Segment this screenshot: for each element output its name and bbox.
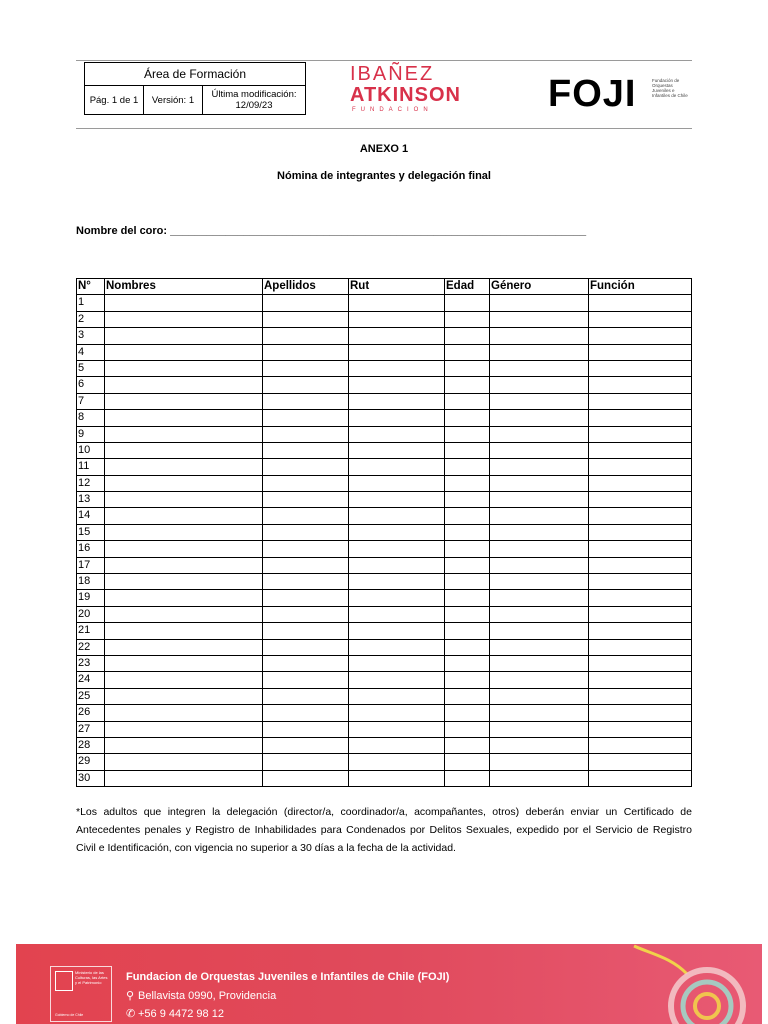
empty-cell (589, 672, 692, 688)
empty-cell (589, 737, 692, 753)
empty-cell (490, 639, 589, 655)
empty-cell (490, 475, 589, 491)
empty-cell (263, 360, 349, 376)
empty-cell (263, 344, 349, 360)
empty-cell (263, 541, 349, 557)
location-pin-icon: ⚲ (126, 990, 135, 1002)
empty-cell (490, 459, 589, 475)
empty-cell (490, 492, 589, 508)
empty-cell (490, 623, 589, 639)
empty-cell (349, 770, 445, 786)
empty-cell (490, 705, 589, 721)
table-row (77, 311, 692, 327)
empty-cell (349, 311, 445, 327)
empty-cell (349, 459, 445, 475)
empty-cell (349, 705, 445, 721)
table-row (77, 410, 692, 426)
empty-cell (490, 344, 589, 360)
table-row (77, 426, 692, 442)
empty-cell (263, 590, 349, 606)
empty-cell (445, 606, 490, 622)
table-row (77, 541, 692, 557)
empty-cell (445, 541, 490, 557)
empty-cell (589, 410, 692, 426)
empty-cell (490, 574, 589, 590)
row-number: 18 (77, 574, 105, 590)
empty-cell (105, 655, 263, 671)
empty-cell (445, 426, 490, 442)
empty-cell (349, 377, 445, 393)
empty-cell (349, 328, 445, 344)
empty-cell (490, 311, 589, 327)
table-row (77, 475, 692, 491)
empty-cell (349, 492, 445, 508)
table-header-row (77, 279, 692, 295)
empty-cell (349, 623, 445, 639)
empty-cell (263, 754, 349, 770)
area-title: Área de Formación (85, 63, 306, 86)
empty-cell (263, 606, 349, 622)
empty-cell (445, 328, 490, 344)
empty-cell (445, 590, 490, 606)
empty-cell (105, 672, 263, 688)
empty-cell (445, 672, 490, 688)
row-number: 5 (77, 360, 105, 376)
empty-cell (105, 311, 263, 327)
table-row (77, 360, 692, 376)
empty-cell (589, 442, 692, 458)
members-table (76, 278, 692, 787)
row-number: 23 (77, 655, 105, 671)
empty-cell (589, 393, 692, 409)
empty-cell (105, 410, 263, 426)
empty-cell (263, 508, 349, 524)
empty-cell (349, 360, 445, 376)
empty-cell (445, 688, 490, 704)
row-number: 25 (77, 688, 105, 704)
empty-cell (105, 328, 263, 344)
document-subtitle: Nómina de integrantes y delegación final (277, 170, 491, 182)
table-row (77, 508, 692, 524)
row-number: 2 (77, 311, 105, 327)
empty-cell (490, 328, 589, 344)
row-number: 26 (77, 705, 105, 721)
table-row (77, 655, 692, 671)
empty-cell (445, 492, 490, 508)
empty-cell (490, 508, 589, 524)
empty-cell (263, 639, 349, 655)
col-header-nombres: Nombres (105, 279, 263, 295)
row-number: 12 (77, 475, 105, 491)
table-row (77, 721, 692, 737)
empty-cell (105, 295, 263, 311)
empty-cell (445, 410, 490, 426)
page-number: Pág. 1 de 1 (85, 86, 144, 115)
header-top-rule (76, 60, 692, 61)
row-number: 13 (77, 492, 105, 508)
col-header-apellidos: Apellidos (263, 279, 349, 295)
empty-cell (105, 360, 263, 376)
empty-cell (445, 311, 490, 327)
table-row (77, 590, 692, 606)
table-row (77, 688, 692, 704)
empty-cell (349, 672, 445, 688)
row-number: 10 (77, 442, 105, 458)
empty-cell (105, 459, 263, 475)
empty-cell (349, 590, 445, 606)
empty-cell (263, 410, 349, 426)
empty-cell (349, 541, 445, 557)
empty-cell (263, 623, 349, 639)
row-number: 24 (77, 672, 105, 688)
empty-cell (490, 557, 589, 573)
empty-cell (589, 360, 692, 376)
empty-cell (445, 459, 490, 475)
empty-cell (105, 606, 263, 622)
empty-cell (589, 295, 692, 311)
table-row (77, 574, 692, 590)
last-modified (203, 86, 306, 115)
empty-cell (490, 410, 589, 426)
empty-cell (105, 574, 263, 590)
table-row (77, 705, 692, 721)
empty-cell (105, 557, 263, 573)
empty-cell (589, 541, 692, 557)
empty-cell (490, 721, 589, 737)
empty-cell (490, 377, 589, 393)
row-number: 21 (77, 623, 105, 639)
empty-cell (589, 377, 692, 393)
empty-cell (445, 655, 490, 671)
empty-cell (490, 590, 589, 606)
col-header-number: N° (77, 279, 105, 295)
empty-cell (105, 524, 263, 540)
empty-cell (263, 377, 349, 393)
last-modified-label: Última modificación: (211, 89, 297, 100)
empty-cell (349, 475, 445, 491)
empty-cell (445, 557, 490, 573)
row-number: 17 (77, 557, 105, 573)
chile-shield-icon (55, 971, 73, 991)
empty-cell (445, 393, 490, 409)
empty-cell (589, 705, 692, 721)
empty-cell (105, 426, 263, 442)
footer-phone (126, 1007, 224, 1020)
empty-cell (445, 574, 490, 590)
empty-cell (589, 344, 692, 360)
empty-cell (445, 770, 490, 786)
empty-cell (589, 459, 692, 475)
empty-cell (445, 524, 490, 540)
row-number: 15 (77, 524, 105, 540)
col-header-edad: Edad (445, 279, 490, 295)
empty-cell (445, 442, 490, 458)
empty-cell (589, 475, 692, 491)
empty-cell (445, 475, 490, 491)
legal-note: *Los adultos que integren la delegación (director/a, coordinador/a, acompañantes, otros) deberán enviar un Certificado de Antecedentes penales y Registro de Inhabilidades para Condenados por Delitos Sexuales, expedido por el Servicio de Registro Civil e Identificación, con vigencia no superior a 30 días a la fecha de la actividad. (76, 806, 692, 854)
empty-cell (589, 655, 692, 671)
empty-cell (263, 295, 349, 311)
empty-cell (105, 590, 263, 606)
empty-cell (490, 524, 589, 540)
empty-cell (445, 508, 490, 524)
empty-cell (263, 705, 349, 721)
empty-cell (263, 426, 349, 442)
foji-logo-word: FOJI (548, 73, 637, 115)
empty-cell (589, 754, 692, 770)
row-number: 27 (77, 721, 105, 737)
empty-cell (263, 393, 349, 409)
row-number: 14 (77, 508, 105, 524)
table-row (77, 524, 692, 540)
ia-logo-line1: IBAÑEZ (350, 63, 435, 85)
empty-cell (263, 311, 349, 327)
annex-title: ANEXO 1 (359, 143, 409, 155)
table-row (77, 328, 692, 344)
table-row (77, 442, 692, 458)
table-row (77, 557, 692, 573)
empty-cell (105, 377, 263, 393)
row-number: 6 (77, 377, 105, 393)
table-row (77, 377, 692, 393)
footer-address-text: Bellavista 0990, Providencia (138, 990, 277, 1002)
row-number: 7 (77, 393, 105, 409)
col-header-rut: Rut (349, 279, 445, 295)
foji-logo-subtitle: Fundación de Orquestas Juveniles e Infantiles de Chile (652, 78, 688, 98)
empty-cell (105, 688, 263, 704)
choir-name-field: Nombre del coro: ____________________________________________________________________ (76, 225, 587, 237)
empty-cell (105, 492, 263, 508)
empty-cell (445, 360, 490, 376)
empty-cell (105, 442, 263, 458)
empty-cell (263, 459, 349, 475)
empty-cell (490, 655, 589, 671)
header-bottom-rule (76, 128, 692, 129)
row-number: 28 (77, 737, 105, 753)
row-number: 29 (77, 754, 105, 770)
empty-cell (349, 426, 445, 442)
empty-cell (589, 557, 692, 573)
empty-cell (589, 770, 692, 786)
empty-cell (445, 721, 490, 737)
empty-cell (490, 426, 589, 442)
empty-cell (349, 557, 445, 573)
empty-cell (349, 606, 445, 622)
empty-cell (445, 754, 490, 770)
empty-cell (263, 557, 349, 573)
empty-cell (589, 623, 692, 639)
ia-logo-line2: ATKINSON (350, 84, 461, 106)
empty-cell (589, 688, 692, 704)
ibanez-atkinson-logo (350, 64, 490, 114)
row-number: 9 (77, 426, 105, 442)
empty-cell (445, 705, 490, 721)
col-header-genero: Género (490, 279, 589, 295)
ministry-logo (50, 966, 112, 1022)
empty-cell (490, 688, 589, 704)
empty-cell (349, 295, 445, 311)
empty-cell (589, 426, 692, 442)
empty-cell (589, 328, 692, 344)
empty-cell (263, 574, 349, 590)
empty-cell (263, 688, 349, 704)
footer-address (126, 989, 276, 1002)
row-number: 11 (77, 459, 105, 475)
row-number: 3 (77, 328, 105, 344)
empty-cell (589, 492, 692, 508)
empty-cell (349, 410, 445, 426)
empty-cell (589, 721, 692, 737)
empty-cell (490, 754, 589, 770)
empty-cell (105, 344, 263, 360)
empty-cell (263, 770, 349, 786)
empty-cell (490, 606, 589, 622)
table-row (77, 754, 692, 770)
empty-cell (445, 623, 490, 639)
empty-cell (349, 655, 445, 671)
table-row (77, 639, 692, 655)
empty-cell (589, 574, 692, 590)
table-row (77, 393, 692, 409)
ministry-name: Ministerio de las Culturas, las Artes y el Patrimonio (75, 970, 108, 985)
table-row (77, 770, 692, 786)
empty-cell (349, 721, 445, 737)
empty-cell (105, 639, 263, 655)
row-number: 22 (77, 639, 105, 655)
col-header-funcion: Función (589, 279, 692, 295)
empty-cell (105, 737, 263, 753)
phone-icon: ✆ (126, 1008, 136, 1020)
empty-cell (263, 737, 349, 753)
empty-cell (589, 590, 692, 606)
empty-cell (490, 442, 589, 458)
empty-cell (490, 541, 589, 557)
empty-cell (349, 688, 445, 704)
empty-cell (349, 574, 445, 590)
empty-cell (105, 541, 263, 557)
empty-cell (349, 524, 445, 540)
empty-cell (589, 311, 692, 327)
empty-cell (349, 639, 445, 655)
table-row (77, 344, 692, 360)
empty-cell (490, 737, 589, 753)
empty-cell (263, 524, 349, 540)
table-row (77, 737, 692, 753)
government-label: Gobierno de Chile (55, 1013, 84, 1017)
empty-cell (589, 639, 692, 655)
empty-cell (490, 770, 589, 786)
document-header-table (84, 62, 306, 115)
table-row (77, 623, 692, 639)
footer-banner (16, 944, 762, 1024)
empty-cell (589, 606, 692, 622)
ia-logo-line3: FUNDACION (352, 107, 433, 113)
empty-cell (349, 508, 445, 524)
empty-cell (105, 508, 263, 524)
empty-cell (263, 442, 349, 458)
empty-cell (445, 295, 490, 311)
empty-cell (445, 344, 490, 360)
footer-org-name: Fundacion de Orquestas Juveniles e Infantiles de Chile (FOJI) (126, 971, 450, 983)
table-row (77, 606, 692, 622)
table-row (77, 459, 692, 475)
row-number: 20 (77, 606, 105, 622)
empty-cell (263, 492, 349, 508)
table-row (77, 672, 692, 688)
empty-cell (349, 442, 445, 458)
row-number: 4 (77, 344, 105, 360)
empty-cell (105, 623, 263, 639)
foji-logo (548, 74, 688, 116)
empty-cell (105, 475, 263, 491)
empty-cell (589, 524, 692, 540)
empty-cell (589, 508, 692, 524)
empty-cell (263, 721, 349, 737)
version-label: Versión: 1 (144, 86, 203, 115)
table-row (77, 492, 692, 508)
empty-cell (445, 639, 490, 655)
empty-cell (445, 737, 490, 753)
empty-cell (445, 377, 490, 393)
row-number: 30 (77, 770, 105, 786)
row-number: 19 (77, 590, 105, 606)
empty-cell (263, 672, 349, 688)
row-number: 1 (77, 295, 105, 311)
empty-cell (105, 721, 263, 737)
french-horn-illustration (612, 944, 762, 1024)
row-number: 16 (77, 541, 105, 557)
empty-cell (105, 754, 263, 770)
empty-cell (105, 393, 263, 409)
empty-cell (349, 754, 445, 770)
empty-cell (349, 737, 445, 753)
empty-cell (349, 393, 445, 409)
empty-cell (263, 655, 349, 671)
empty-cell (490, 672, 589, 688)
last-modified-date: 12/09/23 (235, 100, 273, 111)
empty-cell (263, 328, 349, 344)
empty-cell (349, 344, 445, 360)
empty-cell (490, 295, 589, 311)
empty-cell (263, 475, 349, 491)
empty-cell (490, 360, 589, 376)
footer-phone-text: +56 9 4472 98 12 (138, 1008, 224, 1020)
table-row (77, 295, 692, 311)
empty-cell (105, 705, 263, 721)
empty-cell (105, 770, 263, 786)
empty-cell (490, 393, 589, 409)
row-number: 8 (77, 410, 105, 426)
